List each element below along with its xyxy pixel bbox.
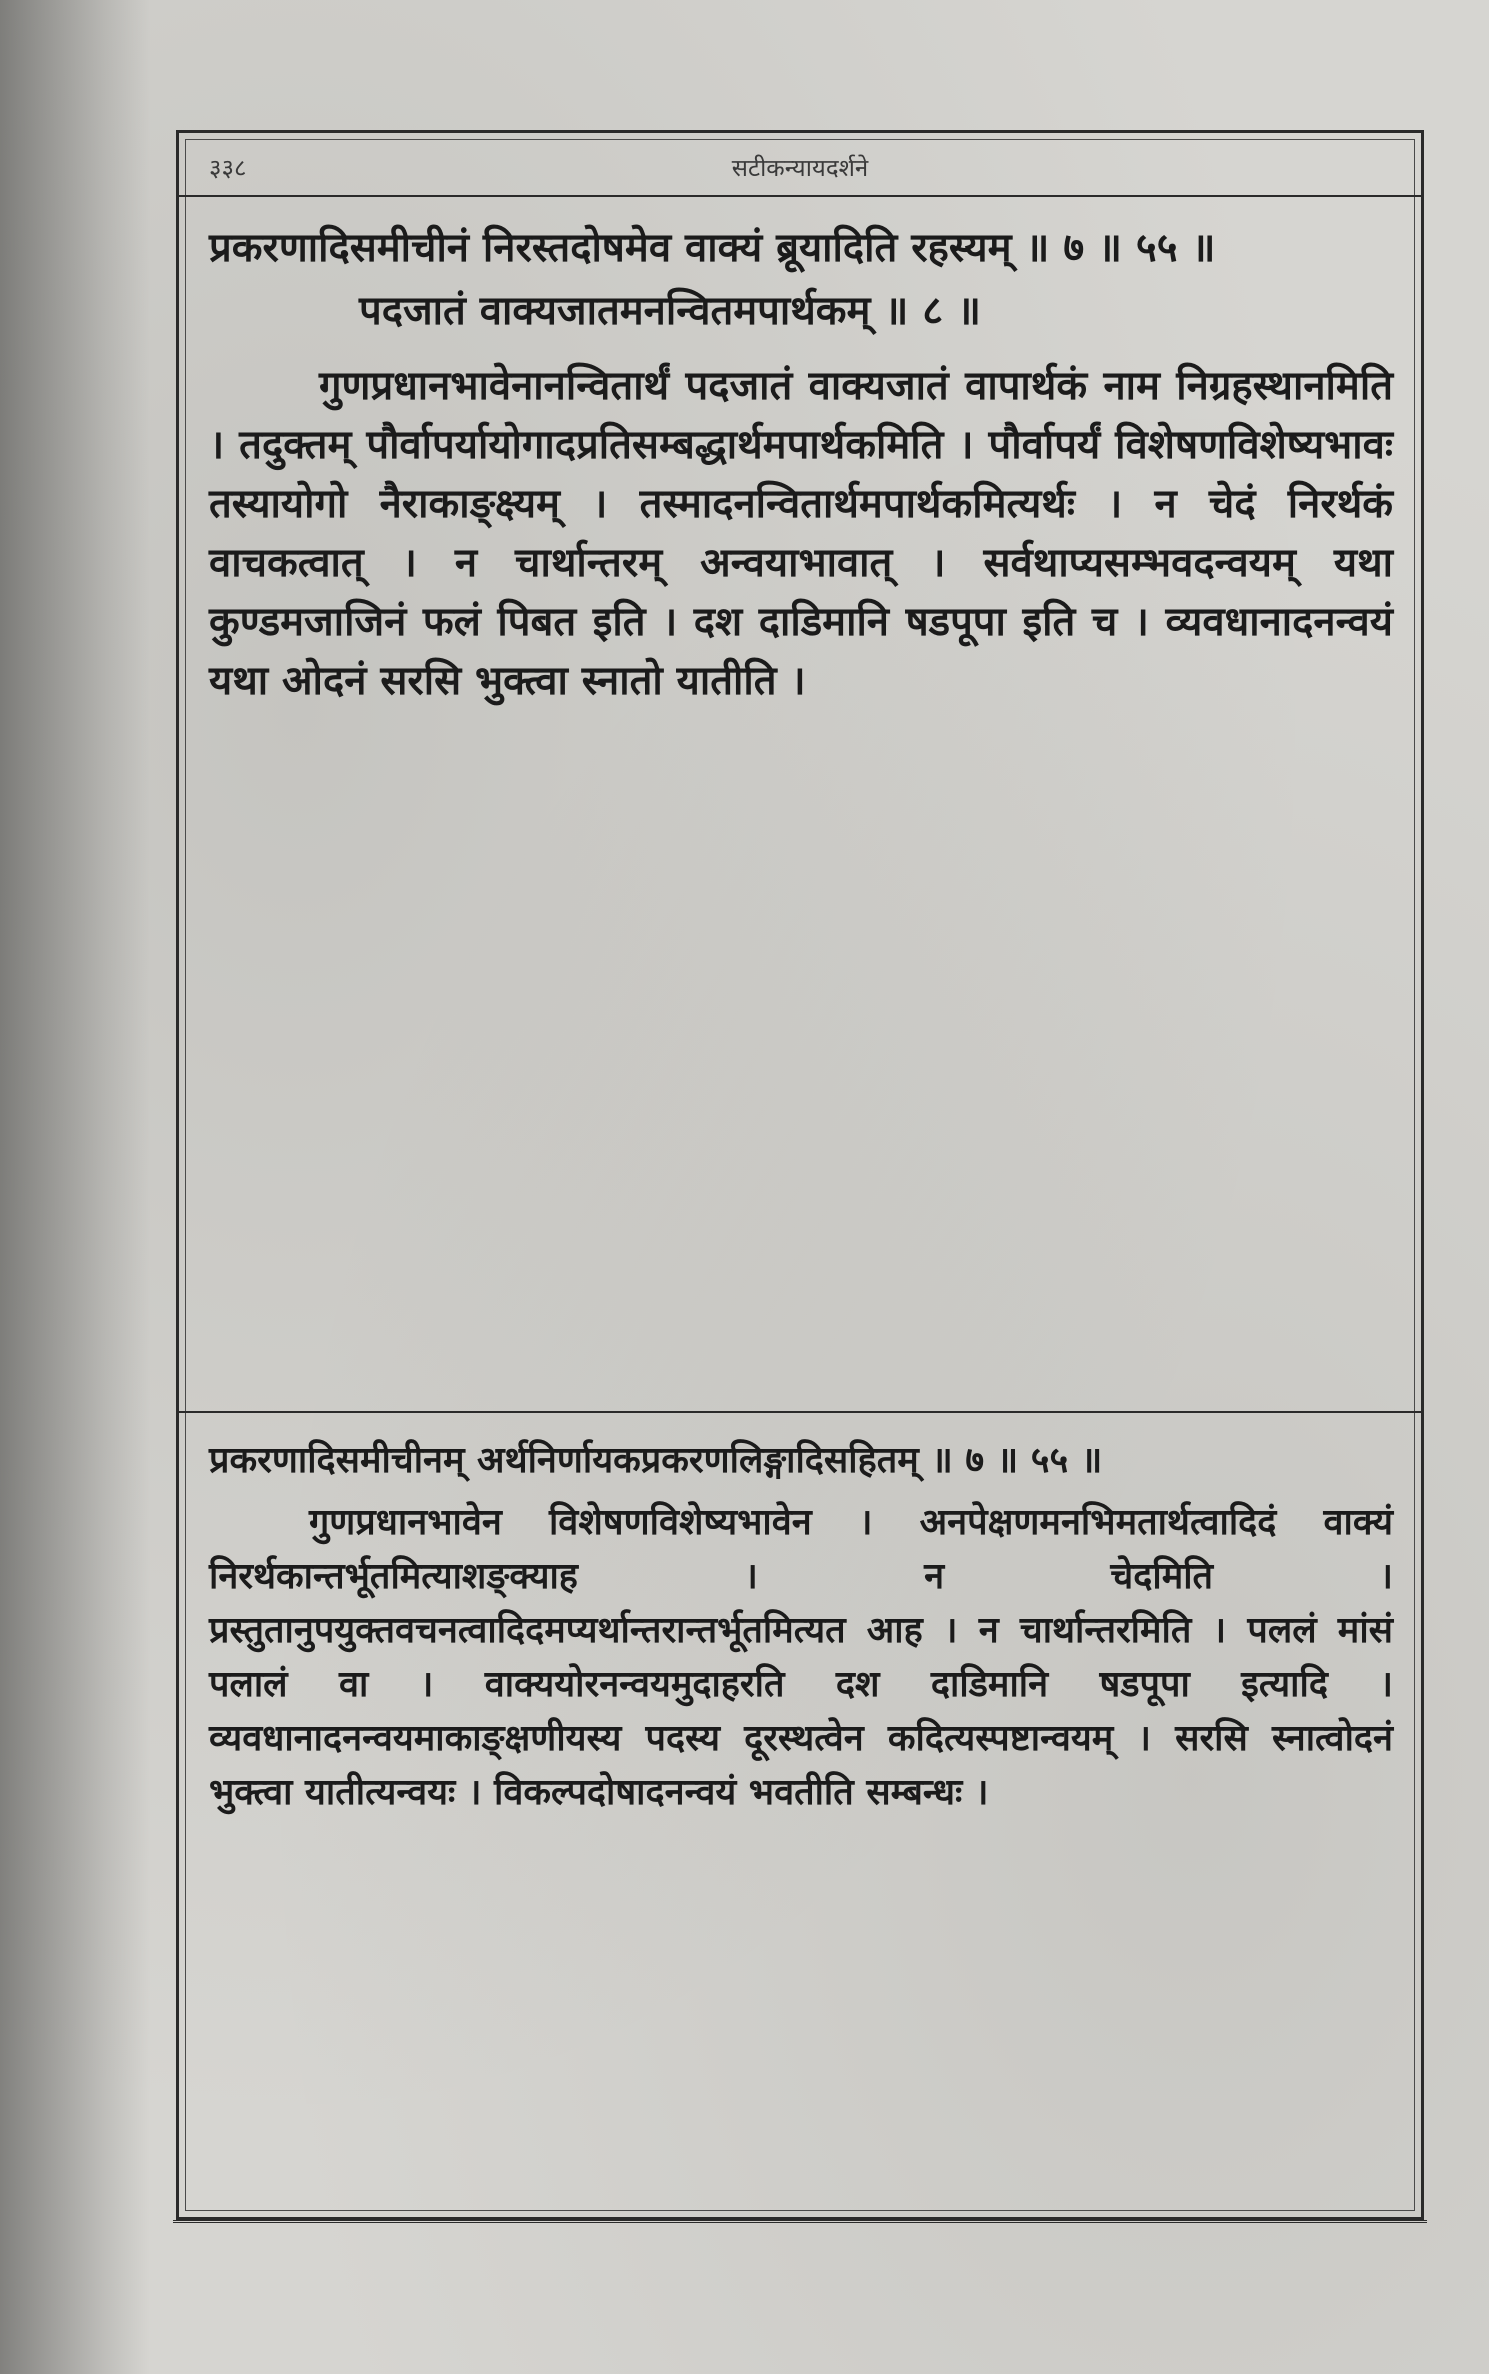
- page-edge-shadow: [0, 0, 150, 2374]
- main-text: [209, 218, 1393, 710]
- commentary-rule: [179, 1411, 1421, 1413]
- sutra-line: पदजातं वाक्यजातमनन्वितमपार्थकम् ॥ ८ ॥: [359, 287, 981, 334]
- page-number: ३३८: [209, 154, 247, 182]
- running-head: [209, 147, 1391, 187]
- main-paragraph-2: गुणप्रधानभावेनानन्वितार्थं पदजातं वाक्यजातं वापार्थकं नाम निग्रहस्थानमिति । तदुक्तम् पौर्वापर्यायोगादप्रतिसम्बद्धार्थमपार्थकमिति । पौर्वापर्यं विशेषणविशेष्यभावः तस्यायोगो नैराकाङ्क्ष्यम् । तस्मादनन्वितार्थमपार्थकमित्यर्थः । न चेदं निरर्थकं वाचकत्वात् । न चार्थान्तरम् अन्वयाभावात् । सर्वथाप्यसम्भवदन्वयम् यथा कुण्डमजाजिनं फलं पिबत इति । दश दाडिमानि षडपूपा इति च । व्यवधानादनन्वयं यथा ओदनं सरसि भुक्त्वा स्नातो यातीति ।: [209, 362, 1393, 704]
- commentary-paragraph-2: गुणप्रधानभावेन विशेषणविशेष्यभावेन । अनपेक्षणमनभिमतार्थत्वादिदं वाक्यं निरर्थकान्तर्भूतमित्याशङ्क्याह । न चेदमिति । प्रस्तुतानुपयुक्तवचनत्वादिदमप्यर्थान्तरान्तर्भूतमित्यत आह । न चार्थान्तरमिति । पललं मांसं पलालं वा । वाक्ययोरनन्वयमुदाहरति दश दाडिमानि षडपूपा इत्यादि । व्यवधानादनन्वयमाकाङ्क्षणीयस्य पदस्य दूरस्थत्वेन कदित्यस्पष्टान्वयम् । सरसि स्नात्वोदनं भुक्त्वा यातीत्यन्वयः । विकल्पदोषादनन्वयं भवतीति सम्बन्धः ।: [209, 1501, 1393, 1813]
- page-frame: [176, 130, 1424, 2220]
- commentary-text: [209, 1433, 1393, 1819]
- running-title: सटीकन्यायदर्शने: [731, 154, 869, 182]
- bottom-rule: [173, 2220, 1427, 2223]
- header-rule: [179, 195, 1421, 197]
- commentary-paragraph-1: प्रकरणादिसमीचीनम् अर्थनिर्णायकप्रकरणलिङ्गादिसहितम् ॥ ७ ॥ ५५ ॥: [209, 1439, 1103, 1481]
- main-paragraph-1: प्रकरणादिसमीचीनं निरस्तदोषमेव वाक्यं ब्रूयादिति रहस्यम् ॥ ७ ॥ ५५ ॥: [209, 224, 1216, 271]
